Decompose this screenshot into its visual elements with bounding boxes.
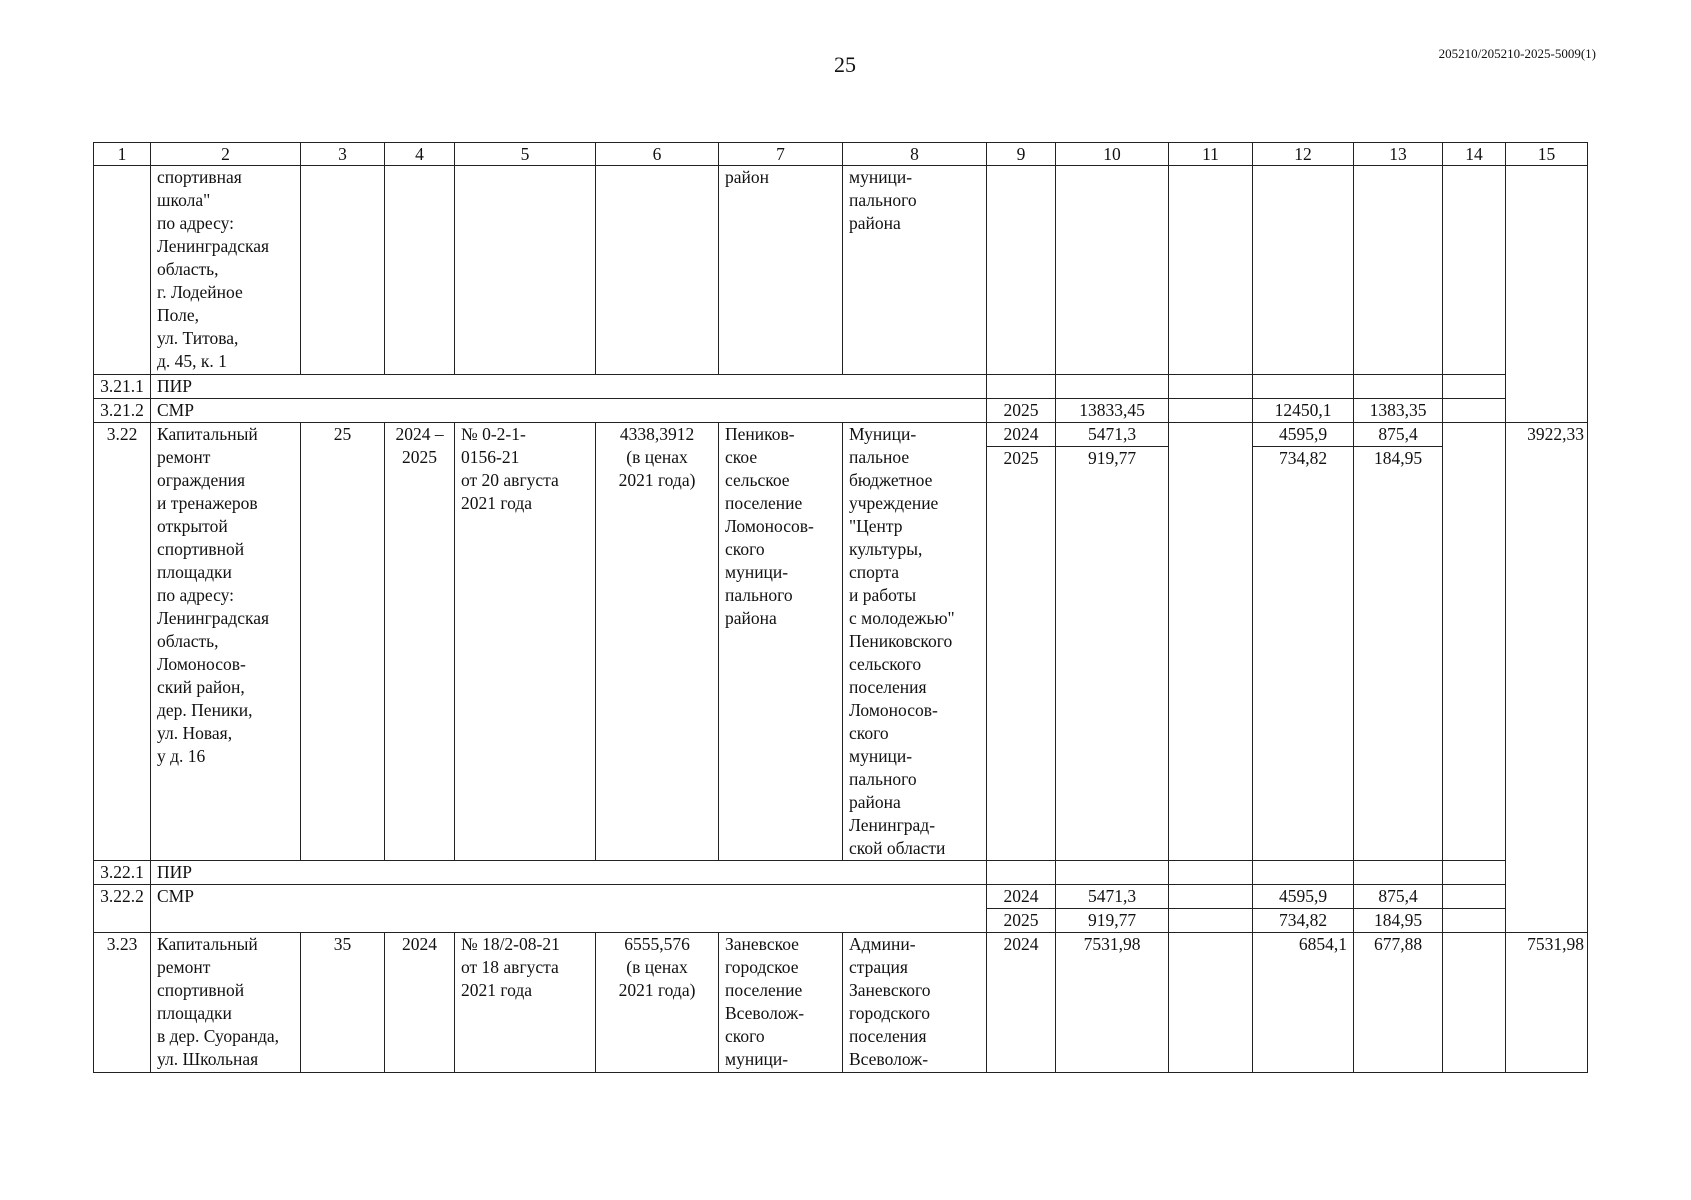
row-label: СМР (151, 399, 987, 423)
table-row (94, 933, 1588, 1073)
amount-cell: 5471,3 (1056, 885, 1169, 909)
capacity-cell: 25 (301, 423, 385, 861)
amount-cell: 1383,35 (1354, 399, 1443, 423)
year-cell: 2024 (987, 885, 1056, 909)
object-name-cell: Капитальный ремонт ограждения и тренажеров открытой спортивной площадки по адресу: Ленинградская область, Ломоносов- ский район, дер. Пеники, ул. Новая, у д. 16 (151, 423, 301, 861)
period-cell: 2024 (385, 933, 455, 1073)
header-cell: 4 (385, 143, 455, 166)
year-cell: 2025 (987, 447, 1056, 861)
customer-cell: муници- пального района (843, 166, 987, 375)
amount-cell: 5471,3 (1056, 423, 1169, 447)
header-cell: 3 (301, 143, 385, 166)
document-code: 205210/205210-2025-5009(1) (1438, 46, 1596, 61)
header-cell: 2 (151, 143, 301, 166)
total-cell: 3922,33 (1506, 423, 1588, 933)
header-cell: 8 (843, 143, 987, 166)
row-number: 3.21.2 (94, 399, 151, 423)
amount-cell: 919,77 (1056, 447, 1169, 861)
estimate-cell: 6555,576 (в ценах 2021 года) (596, 933, 719, 1073)
amount-cell: 7531,98 (1056, 933, 1169, 1073)
header-cell: 7 (719, 143, 843, 166)
table-row (94, 166, 1588, 375)
amount-cell: 734,82 (1253, 447, 1354, 861)
row-label: ПИР (151, 861, 987, 885)
row-number: 3.23 (94, 933, 151, 1073)
amount-cell: 13833,45 (1056, 399, 1169, 423)
expertise-cell: № 18/2-08-21 от 18 августа 2021 года (455, 933, 596, 1073)
amount-cell: 734,82 (1253, 909, 1354, 933)
header-cell: 11 (1169, 143, 1253, 166)
amount-cell: 875,4 (1354, 885, 1443, 909)
header-cell: 5 (455, 143, 596, 166)
year-cell: 2025 (987, 399, 1056, 423)
header-cell: 13 (1354, 143, 1443, 166)
data-table (93, 142, 1588, 1073)
municipality-cell: район (719, 166, 843, 375)
row-number: 3.22.2 (94, 885, 151, 933)
header-cell: 15 (1506, 143, 1588, 166)
year-cell: 2024 (987, 933, 1056, 1073)
amount-cell: 875,4 (1354, 423, 1443, 447)
municipality-cell: Пеников- ское сельское поселение Ломоносов- ского муници- пального района (719, 423, 843, 861)
row-number: 3.21.1 (94, 375, 151, 399)
header-cell: 6 (596, 143, 719, 166)
row-number: 3.22 (94, 423, 151, 861)
header-cell: 1 (94, 143, 151, 166)
object-name-cell: спортивная школа" по адресу: Ленинградская область, г. Лодейное Поле, ул. Титова, д. 45, к. 1 (151, 166, 301, 375)
header-cell: 10 (1056, 143, 1169, 166)
object-name-cell: Капитальный ремонт спортивной площадки в дер. Суоранда, ул. Школьная (151, 933, 301, 1073)
table-row (94, 375, 1588, 399)
column-number-row (94, 143, 1588, 166)
expertise-cell: № 0-2-1- 0156-21 от 20 августа 2021 года (455, 423, 596, 861)
header-cell: 12 (1253, 143, 1354, 166)
customer-cell: Админи- страция Заневского городского поселения Всеволож- (843, 933, 987, 1073)
header-cell: 9 (987, 143, 1056, 166)
total-cell: 7531,98 (1506, 933, 1588, 1073)
amount-cell: 12450,1 (1253, 399, 1354, 423)
capacity-cell: 35 (301, 933, 385, 1073)
amount-cell: 677,88 (1354, 933, 1443, 1073)
amount-cell: 184,95 (1354, 909, 1443, 933)
row-label: ПИР (151, 375, 987, 399)
amount-cell: 919,77 (1056, 909, 1169, 933)
row-number: 3.22.1 (94, 861, 151, 885)
amount-cell: 4595,9 (1253, 423, 1354, 447)
year-cell: 2024 (987, 423, 1056, 447)
amount-cell: 184,95 (1354, 447, 1443, 861)
amount-cell: 6854,1 (1253, 933, 1354, 1073)
page-number: 25 (834, 52, 856, 77)
municipality-cell: Заневское городское поселение Всеволож- ского муници- (719, 933, 843, 1073)
table-row (94, 885, 1588, 909)
period-cell: 2024 – 2025 (385, 423, 455, 861)
header-cell: 14 (1443, 143, 1506, 166)
estimate-cell: 4338,3912 (в ценах 2021 года) (596, 423, 719, 861)
table-row (94, 423, 1588, 447)
table-row (94, 861, 1588, 885)
amount-cell: 4595,9 (1253, 885, 1354, 909)
year-cell: 2025 (987, 909, 1056, 933)
row-label: СМР (151, 885, 987, 933)
customer-cell: Муници- пальное бюджетное учреждение "Центр культуры, спорта и работы с молодежью" Пениковского сельского поселения Ломоносов- ского муници- пального района Ленинград- ской области (843, 423, 987, 861)
table-row (94, 399, 1588, 423)
